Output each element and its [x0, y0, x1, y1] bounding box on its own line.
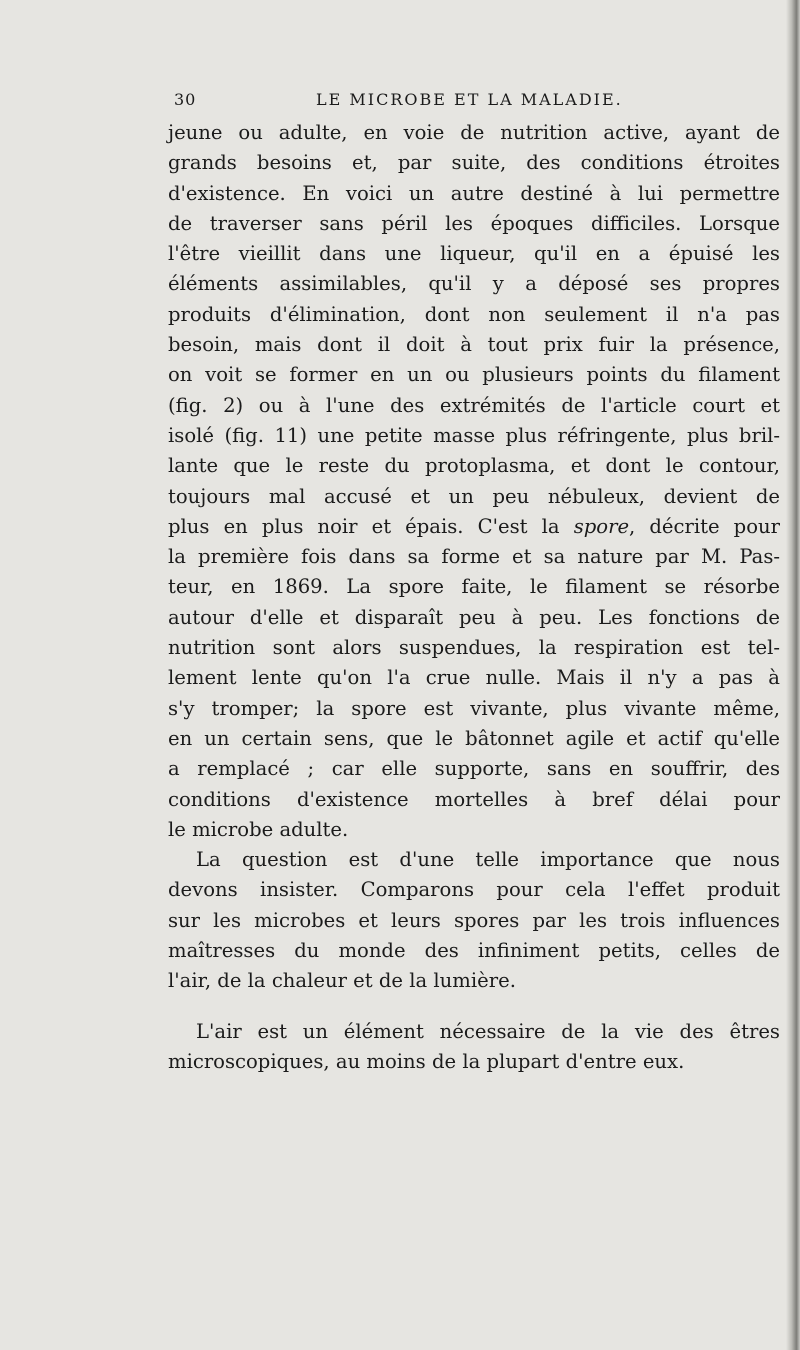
text-line: nutrition sont alors suspendues, la respiration est tel-	[168, 636, 780, 660]
paragraph-1	[168, 118, 780, 845]
page-number: 30	[174, 90, 197, 109]
text-line-spore	[168, 512, 780, 542]
body-text	[168, 118, 780, 1077]
text-line: maîtresses du monde des infiniment petits, celles de	[168, 939, 780, 963]
text-line: a remplacé ; car elle supporte, sans en souffrir, des	[168, 757, 780, 781]
paragraph-2	[168, 845, 780, 996]
paragraph-3	[168, 1017, 780, 1078]
text-line: conditions d'existence mortelles à bref délai pour	[168, 787, 780, 811]
text-line: la première fois dans sa forme et sa nature par M. Pas-	[168, 545, 780, 569]
running-title: LE MICROBE ET LA MALADIE.	[316, 90, 623, 109]
text-line: s'y tromper; la spore est vivante, plus vivante même,	[168, 696, 780, 720]
text-line: en un certain sens, que le bâtonnet agile et actif qu'elle	[168, 726, 780, 750]
text-line: L'air est un élément nécessaire de la vie des êtres	[196, 1019, 780, 1043]
text-line: produits d'élimination, dont non seulement il n'a pas	[168, 302, 780, 326]
text-line: lement lente qu'on l'a crue nulle. Mais il n'y a pas à	[168, 666, 780, 690]
text-line: toujours mal accusé et un peu nébuleux, devient de	[168, 484, 780, 508]
text-line: besoin, mais dont il doit à tout prix fuir la présence,	[168, 333, 780, 357]
text-line: l'air, de la chaleur et de la lumière.	[168, 969, 516, 993]
text-line: éléments assimilables, qu'il y a déposé ses propres	[168, 272, 780, 296]
text-line: devons insister. Comparons pour cela l'effet produit	[168, 878, 780, 902]
text-line: autour d'elle et disparaît peu à peu. Les fonctions de	[168, 605, 780, 629]
text-line: grands besoins et, par suite, des conditions étroites	[168, 151, 780, 175]
text-line: teur, en 1869. La spore faite, le filament se résorbe	[168, 575, 780, 599]
text-line: microscopiques, au moins de la plupart d'entre eux.	[168, 1049, 685, 1073]
text-line: isolé (fig. 11) une petite masse plus réfringente, plus bril-	[168, 423, 780, 447]
text-line: lante que le reste du protoplasma, et dont le contour,	[168, 454, 780, 478]
text-line: sur les microbes et leurs spores par les trois influences	[168, 908, 780, 932]
spore-term: spore	[573, 514, 630, 538]
spore-line-after: , décrite pour	[629, 514, 781, 538]
spore-line-before: plus en plus noir et épais. C'est la	[168, 514, 574, 538]
text-line: jeune ou adulte, en voie de nutrition active, ayant de	[168, 121, 780, 144]
text-line: La question est d'une telle importance que nous	[196, 848, 780, 872]
text-line: d'existence. En voici un autre destiné à lui permettre	[168, 181, 780, 205]
text-line: on voit se former en un ou plusieurs points du filament	[168, 363, 780, 387]
page-edge-shadow	[786, 0, 800, 1350]
paragraph-gap	[168, 997, 780, 1017]
text-line: le microbe adulte.	[168, 817, 349, 841]
text-line: de traverser sans péril les époques difficiles. Lorsque	[168, 211, 780, 235]
page-header	[174, 90, 740, 112]
text-line: (fig. 2) ou à l'une des extrémités de l'article court et	[168, 393, 780, 417]
text-line: l'être vieillit dans une liqueur, qu'il en a épuisé les	[168, 242, 780, 266]
